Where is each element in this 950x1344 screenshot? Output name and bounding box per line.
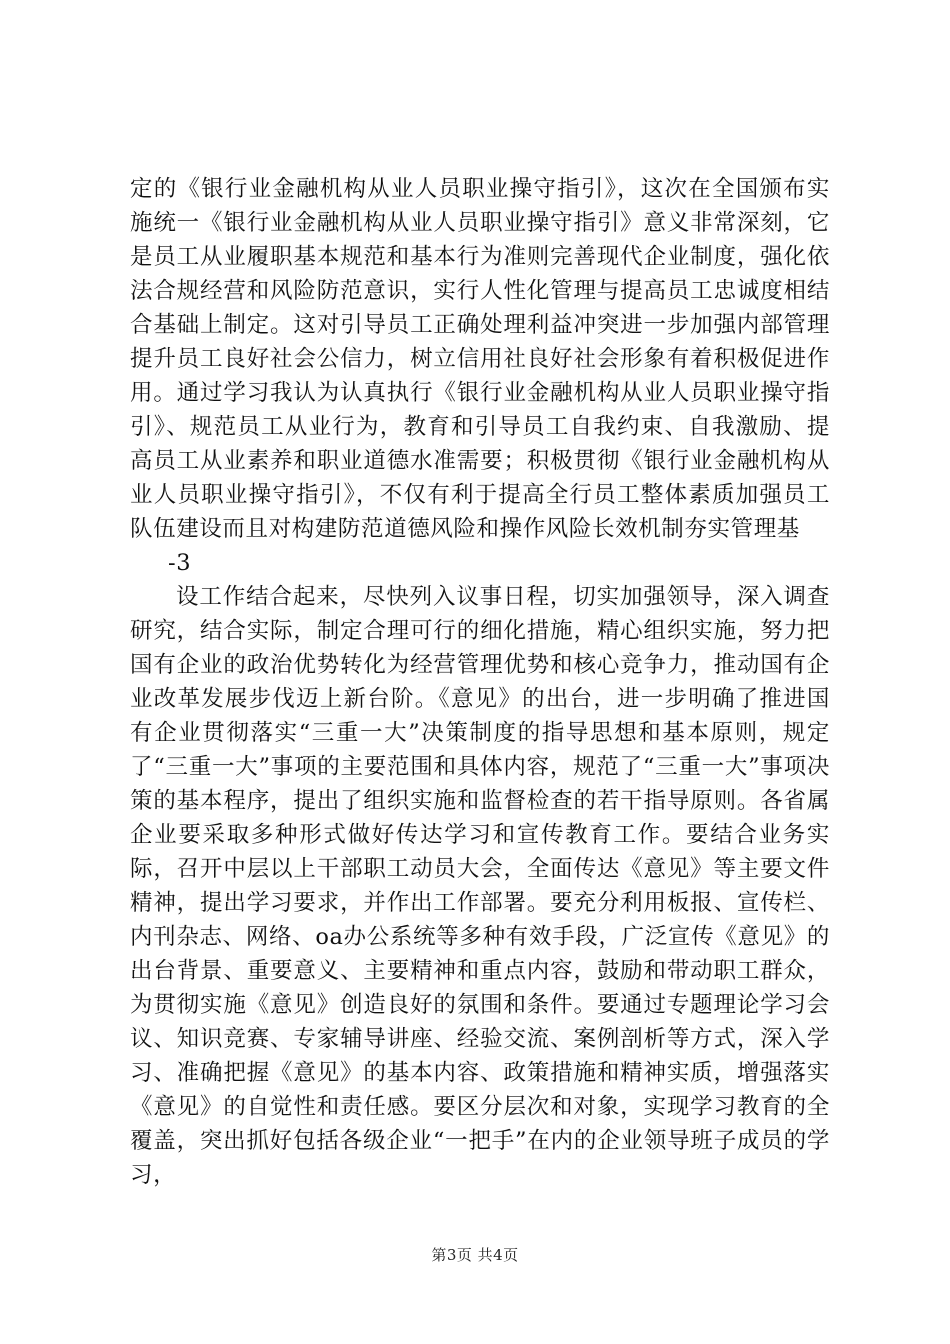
- page-marker: -3: [168, 550, 192, 576]
- paragraph-1: 定的《银行业金融机构从业人员职业操守指引》，这次在全国颁布实施统一《银行业金融机构从业人员职业操守指引》意义非常深刻，它是员工从业履职基本规范和基本行为准则完善现代企业制度，强化依法合规经营和风险防范意识，实行人性化管理与提高员工忠诚度相结合基础上制定。这对引导员工正确处理利益冲突进一步加强内部管理提升员工良好社会公信力，树立信用社良好社会形象有着积极促进作用。通过学习我认为认真执行《银行业金融机构从业人员职业操守指引》、规范员工从业行为，教育和引导员工自我约束、自我激励、提高员工从业素养和职业道德水准需要；积极贯彻《银行业金融机构从业人员职业操守指引》，不仅有利于提高全行员工整体素质加强员工队伍建设而且对构建防范道德风险和操作风险长效机制夯实管理基: [130, 176, 830, 542]
- paragraph-2: 设工作结合起来，尽快列入议事日程，切实加强领导，深入调查研究，结合实际，制定合理可行的细化措施，精心组织实施，努力把国有企业的政治优势转化为经营管理优势和核心竞争力，推动国有企业改革发展步伐迈上新台阶。《意见》的出台，进一步明确了推进国有企业贯彻落实“三重一大”决策制度的指导思想和基本原则，规定了“三重一大”事项的主要范围和具体内容，规范了“三重一大”事项决策的基本程序，提出了组织实施和监督检查的若干指导原则。各省属企业要采取多种形式做好传达学习和宣传教育工作。要结合业务实际，召开中层以上干部职工动员大会，全面传达《意见》等主要文件精神，提出学习要求，并作出工作部署。要充分利用板报、宣传栏、内刊杂志、网络、oa办公系统等多种有效手段，广泛宣传《意见》的出台背景、重要意义、主要精神和重点内容，鼓励和带动职工群众，为贯彻实施《意见》创造良好的氛围和条件。要通过专题理论学习会议、知识竞赛、专家辅导讲座、经验交流、案例剖析等方式，深入学习、准确把握《意见》的基本内容、政策措施和精神实质，增强落实《意见》的自觉性和责任感。要区分层次和对象，实现学习教育的全覆盖，突出抓好包括各级企业“一把手”在内的企业领导班子成员的学习，: [130, 584, 830, 1188]
- document-body: [130, 172, 830, 1192]
- page-footer: 第3页 共4页: [431, 1246, 519, 1264]
